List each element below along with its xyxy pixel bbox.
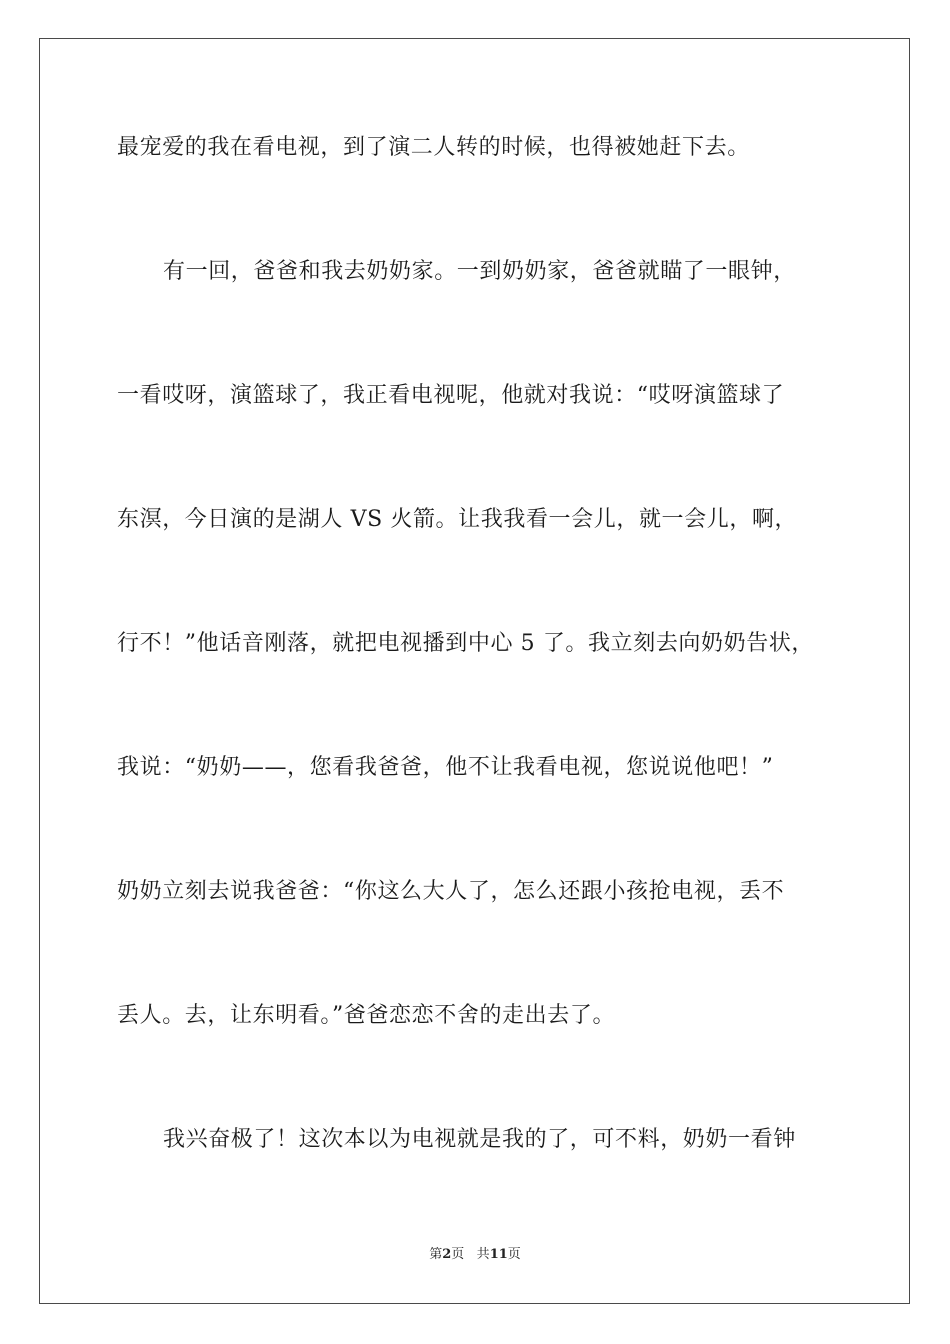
- body-line-6: 我说：“奶奶——，您看我爸爸，他不让我看电视，您说说他吧！”: [117, 755, 774, 780]
- page-suffix: 页: [451, 1247, 465, 1262]
- total-suffix: 页: [507, 1247, 521, 1262]
- body-line-5: 行不！”他话音刚落，就把电视播到中心 5 了。我立刻去向奶奶告状，: [117, 631, 815, 656]
- page-footer: [0, 1246, 950, 1264]
- page-border: [39, 38, 910, 1304]
- page-number: 2: [442, 1247, 452, 1262]
- total-prefix: 共: [476, 1247, 490, 1262]
- body-line-4: 东溟，今日演的是湖人 VS 火箭。让我我看一会儿，就一会儿，啊，: [117, 507, 798, 532]
- body-line-1: 最宠爱的我在看电视，到了演二人转的时候，也得被她赶下去。: [117, 135, 750, 160]
- body-line-7: 奶奶立刻去说我爸爸：“你这么大人了，怎么还跟小孩抢电视，丢不: [117, 879, 785, 904]
- body-line-3: 一看哎呀，演篮球了，我正看电视呢，他就对我说：“哎呀演篮球了: [117, 383, 785, 408]
- page-prefix: 第: [429, 1247, 443, 1262]
- body-line-9: 我兴奋极了！这次本以为电视就是我的了，可不料，奶奶一看钟: [163, 1127, 796, 1152]
- total-pages: 11: [489, 1247, 508, 1262]
- body-line-8: 丢人。去，让东明看。”爸爸恋恋不舍的走出去了。: [117, 1003, 616, 1028]
- body-line-2: 有一回，爸爸和我去奶奶家。一到奶奶家，爸爸就瞄了一眼钟，: [163, 259, 796, 284]
